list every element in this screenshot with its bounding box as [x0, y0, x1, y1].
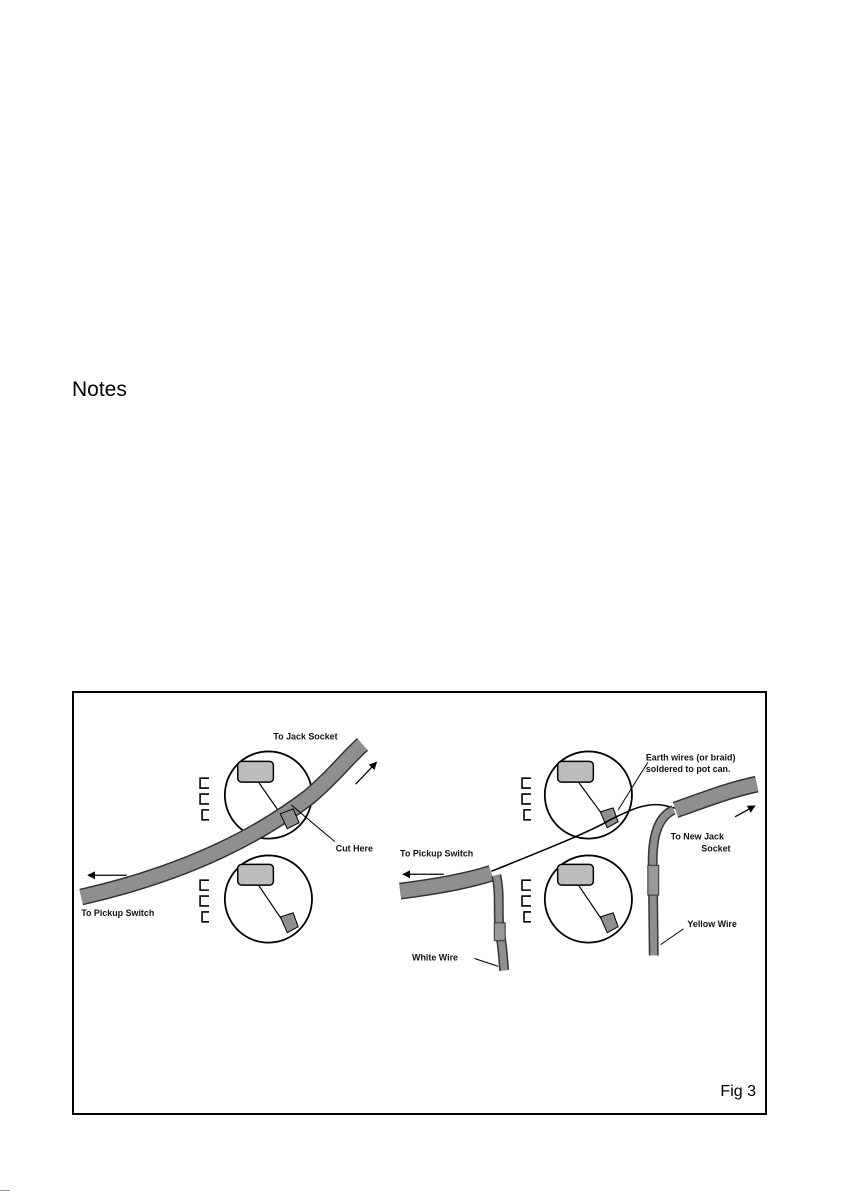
wiring-diagram [74, 693, 765, 1113]
label-to-pickup-switch-left: To Pickup Switch [81, 907, 155, 918]
potentiometer-lower-right [522, 855, 632, 942]
label-to-pickup-switch-right: To Pickup Switch [400, 848, 474, 859]
label-earth-wires-line2: soldered to pot can. [645, 764, 731, 775]
label-to-jack-socket: To Jack Socket [273, 731, 338, 742]
label-to-new-jack-line1: To New Jack [670, 831, 724, 842]
potentiometer-lower-left [200, 855, 312, 942]
arrow-to-new-jack [735, 806, 755, 817]
wiring-diagram-figure [72, 691, 767, 1115]
notes-heading: Notes [72, 378, 127, 401]
figure-caption: Fig 3 [720, 1083, 756, 1100]
label-yellow-wire: Yellow Wire [687, 918, 737, 929]
arrow-to-jack [356, 762, 377, 784]
label-to-new-jack-line2: Socket [701, 843, 731, 854]
label-earth-wires-line1: Earth wires (or braid) [645, 752, 736, 763]
potentiometer-upper-right [522, 751, 632, 838]
label-cut-here: Cut Here [335, 843, 373, 854]
cable-left [81, 745, 362, 898]
page-edge-mark [0, 1190, 10, 1191]
label-white-wire: White Wire [412, 952, 459, 963]
